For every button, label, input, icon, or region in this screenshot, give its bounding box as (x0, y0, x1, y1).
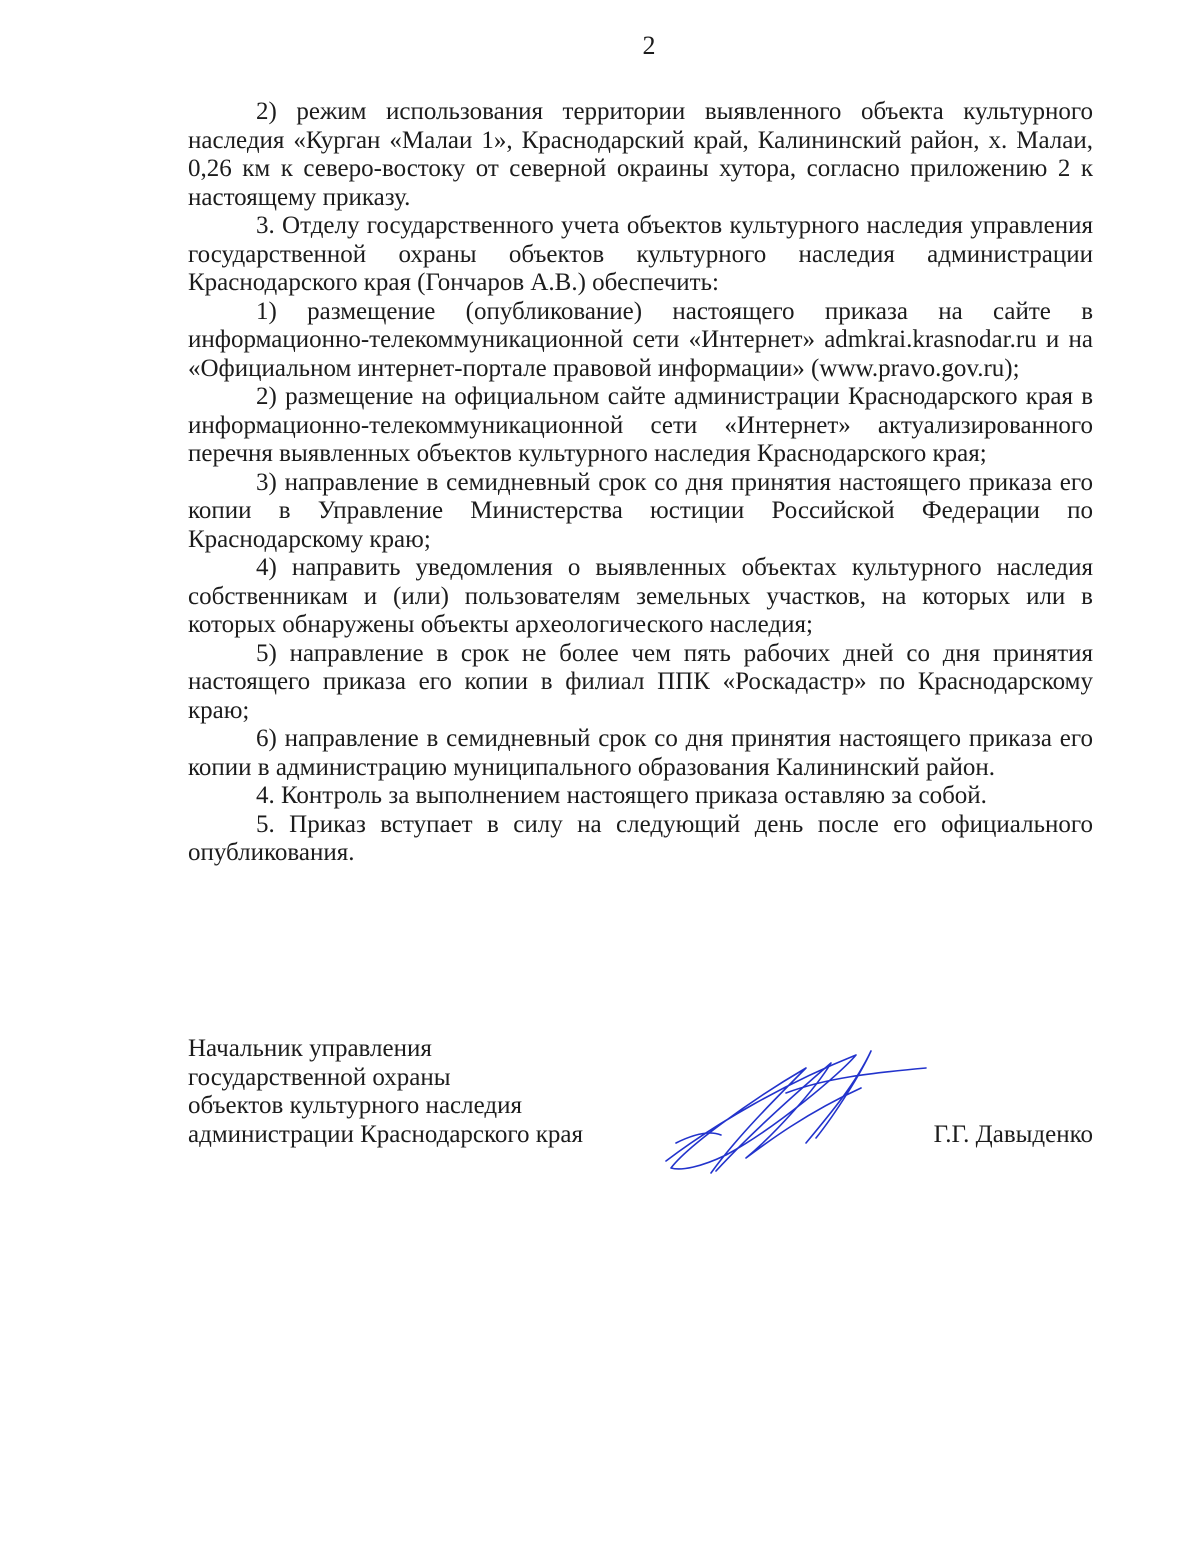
paragraph-duty-4-notifications: 4) направить уведомления о выявленных объектах культурного наследия собственникам и (или) пользователям земельных участков, на которых или в которых обнаружены объекты археологического наследия; (188, 554, 1093, 638)
paragraph-duty-2-website: 2) размещение на официальном сайте администрации Краснодарского края в информационно-телекоммуникационной сети «Интернет» актуализированного перечня выявленных объектов культурного наследия Краснодарского края; (188, 383, 1093, 467)
signer-position-line: государственной охраны (188, 1063, 451, 1091)
signer-position-line: Начальник управления (188, 1035, 432, 1062)
paragraph-3-department-duties: 3. Отделу государственного учета объектов культурного наследия управления государственной охраны объектов культурного наследия администрации Краснодарского края (Гончаров А.В.) обеспечить: (188, 212, 1093, 296)
signer-name: Г.Г. Давыденко (933, 1120, 1093, 1148)
signer-position-line: объектов культурного наследия (188, 1092, 522, 1119)
signer-position-line: администрации Краснодарского края (188, 1120, 584, 1148)
paragraph-item-2-regime: 2) режим использования территории выявленного объекта культурного наследия «Курган «Малаи 1», Краснодарский край, Калининский район, х. Малаи, 0,26 км к северо-востоку от северной окраины хутора, согласно приложению 2 к настоящему приказу. (188, 98, 1093, 211)
page-number: 2 (642, 31, 656, 60)
paragraph-5-effective-date: 5. Приказ вступает в силу на следующий день после его официального опубликования. (188, 810, 1093, 866)
signature-block (188, 1035, 1093, 1185)
paragraph-4-control: 4. Контроль за выполнением настоящего приказа оставляю за собой. (256, 782, 987, 809)
order-body (188, 98, 1093, 868)
handwritten-signature (656, 1043, 931, 1178)
paragraph-duty-1-publication: 1) размещение (опубликование) настоящего приказа на сайте в информационно-телекоммуникационной сети «Интернет» admkrai.krasnodar.ru и на «Официальном интернет-портале правовой информации» (www.pravo.gov.ru); (188, 297, 1093, 382)
paragraph-duty-5-cadastre-copy: 5) направление в срок не более чем пять рабочих дней со дня принятия настоящего приказа его копии в филиал ППК «Роскадастр» по Краснодарскому краю; (188, 639, 1093, 724)
paragraph-duty-6-municipal-copy: 6) направление в семидневный срок со дня принятия настоящего приказа его копии в администрацию муниципального образования Калининский район. (188, 725, 1093, 781)
paragraph-duty-3-justice-copy: 3) направление в семидневный срок со дня принятия настоящего приказа его копии в Управление Министерства юстиции Российской Федерации по Краснодарскому краю; (188, 468, 1093, 553)
signer-position-title (188, 1035, 583, 1149)
